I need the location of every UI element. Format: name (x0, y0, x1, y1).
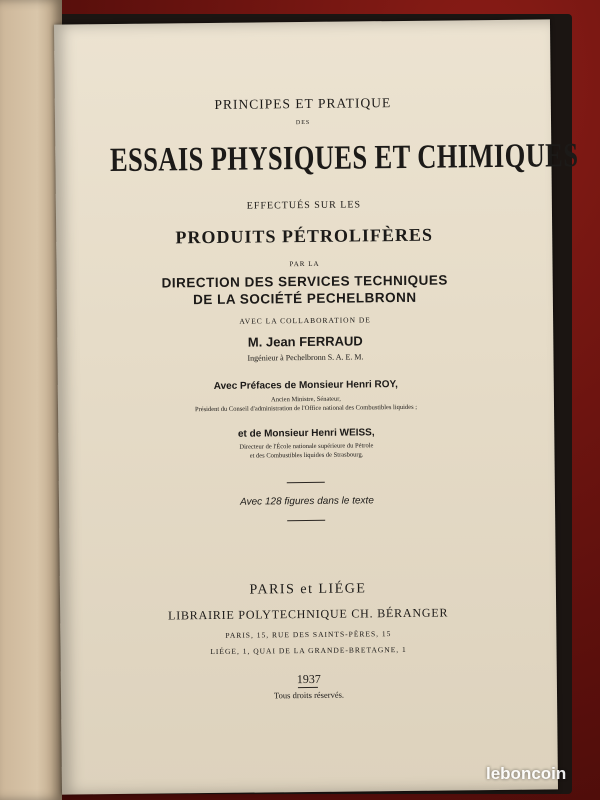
publisher-name: LIBRAIRIE POLYTECHNIQUE CH. BÉRANGER (167, 605, 449, 623)
par-la-text: PAR LA (289, 259, 320, 269)
title-page (54, 19, 579, 794)
preface-1-role-a: Ancien Ministre, Sénateur, (270, 395, 341, 404)
publication-city: PARIS et LIÉGE (249, 581, 367, 598)
figures-note: Avec 128 figures dans le texte (240, 495, 374, 508)
publisher-address-1: PARIS, 15, RUE DES SAINTS-PÈRES, 15 (225, 629, 392, 640)
author-line-2: DE LA SOCIÉTÉ PECHELBRONN (193, 289, 417, 308)
rights-text: Tous droits réservés. (273, 689, 345, 701)
main-title: ESSAIS PHYSIQUES ET CHIMIQUES (109, 137, 579, 180)
heading-line-des: DES (295, 119, 311, 127)
publisher-address-2: LIÉGE, 1, QUAI DE LA GRANDE-BRETAGNE, 1 (210, 644, 407, 657)
collaborator-name: M. Jean FERRAUD (247, 333, 363, 350)
leboncoin-watermark: leboncoin (486, 764, 567, 783)
collaboration-text: AVEC LA COLLABORATION DE (239, 315, 371, 326)
divider-bottom (287, 520, 325, 521)
preface-1: Avec Préfaces de Monsieur Henri ROY, (213, 379, 398, 392)
book-left-cover (0, 0, 62, 800)
publication-year: 1937 (296, 671, 321, 687)
heading-line-effectues: EFFECTUÉS SUR LES (246, 199, 362, 212)
divider-top (287, 482, 325, 483)
title-page-content (54, 19, 579, 794)
heading-line-principes: PRINCIPES ET PRATIQUE (214, 95, 392, 112)
preface-2-role-b: et des Combustibles liquides de Strasbourg. (249, 451, 364, 460)
preface-2-role-a: Directeur de l'École nationale supérieure du Pétrole (239, 442, 374, 451)
collaborator-role: Ingénieur à Pechelbronn S. A. E. M. (247, 352, 364, 363)
subject-title: PRODUITS PÉTROLIFÈRES (175, 224, 434, 248)
year-underline (298, 687, 318, 688)
preface-2: et de Monsieur Henri WEISS, (237, 427, 375, 440)
author-line-1: DIRECTION DES SERVICES TECHNIQUES (161, 272, 448, 291)
preface-1-role-b: Président du Conseil d'administration de l'Office national des Combustibles liquides ; (194, 403, 418, 414)
